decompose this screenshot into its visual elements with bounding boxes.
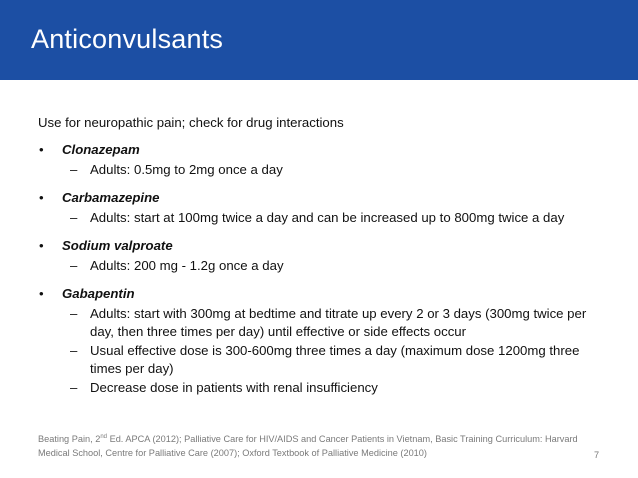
drug-item-gabapentin bbox=[38, 285, 618, 303]
drug-item-sodium-valproate bbox=[38, 237, 618, 255]
drug-detail-text: Adults: start with 300mg at bedtime and titrate up every 2 or 3 days (300mg twice per day, then three times per day) until effective or side effects occur bbox=[90, 306, 587, 339]
drug-detail-text: Adults: 0.5mg to 2mg once a day bbox=[90, 162, 283, 177]
drug-details bbox=[38, 161, 618, 179]
drug-detail bbox=[38, 379, 610, 397]
dash-icon: – bbox=[70, 306, 78, 321]
drug-detail-text: Adults: start at 100mg twice a day and can be increased up to 800mg twice a day bbox=[90, 210, 565, 225]
dash-icon: – bbox=[70, 343, 78, 358]
dash-icon: – bbox=[70, 162, 78, 177]
bullet-icon: • bbox=[39, 286, 44, 301]
reference-text-start: Beating Pain, 2 bbox=[38, 434, 101, 444]
title-bar bbox=[0, 0, 638, 80]
bullet-icon: • bbox=[39, 190, 44, 205]
drug-detail-text: Usual effective dose is 300-600mg three times a day (maximum dose 1200mg three times per day) bbox=[90, 343, 580, 376]
drug-detail bbox=[38, 209, 610, 227]
slide-body bbox=[38, 114, 618, 407]
page-number: 7 bbox=[594, 450, 600, 460]
drug-details bbox=[38, 305, 618, 397]
drug-details bbox=[38, 257, 618, 275]
dash-icon: – bbox=[70, 258, 78, 273]
drug-detail-text: Decrease dose in patients with renal insufficiency bbox=[90, 380, 378, 395]
drug-name: Clonazepam bbox=[62, 142, 140, 157]
bullet-icon: • bbox=[39, 142, 44, 157]
slide-title: Anticonvulsants bbox=[31, 24, 224, 54]
drug-name: Gabapentin bbox=[62, 286, 135, 301]
drug-details bbox=[38, 209, 618, 227]
dash-icon: – bbox=[70, 210, 78, 225]
references-footer bbox=[38, 432, 598, 460]
drug-name: Carbamazepine bbox=[62, 190, 160, 205]
drug-detail bbox=[38, 305, 610, 341]
drug-item-clonazepam bbox=[38, 141, 618, 159]
drug-detail bbox=[38, 161, 610, 179]
drug-detail bbox=[38, 342, 610, 378]
intro-text: Use for neuropathic pain; check for drug interactions bbox=[38, 115, 344, 130]
drug-name: Sodium valproate bbox=[62, 238, 173, 253]
drug-item-carbamazepine bbox=[38, 189, 618, 207]
drug-detail-text: Adults: 200 mg - 1.2g once a day bbox=[90, 258, 284, 273]
reference-text-rest: Ed. APCA (2012); Palliative Care for HIV/AIDS and Cancer Patients in Vietnam, Basic Training Curriculum: Harvard Medical School, Centre for Palliative Care (2007); Oxford Textbook of Palliative Medicine (2010) bbox=[38, 434, 578, 458]
reference-superscript: nd bbox=[100, 433, 108, 440]
bullet-icon: • bbox=[39, 238, 44, 253]
dash-icon: – bbox=[70, 380, 78, 395]
drug-detail bbox=[38, 257, 610, 275]
